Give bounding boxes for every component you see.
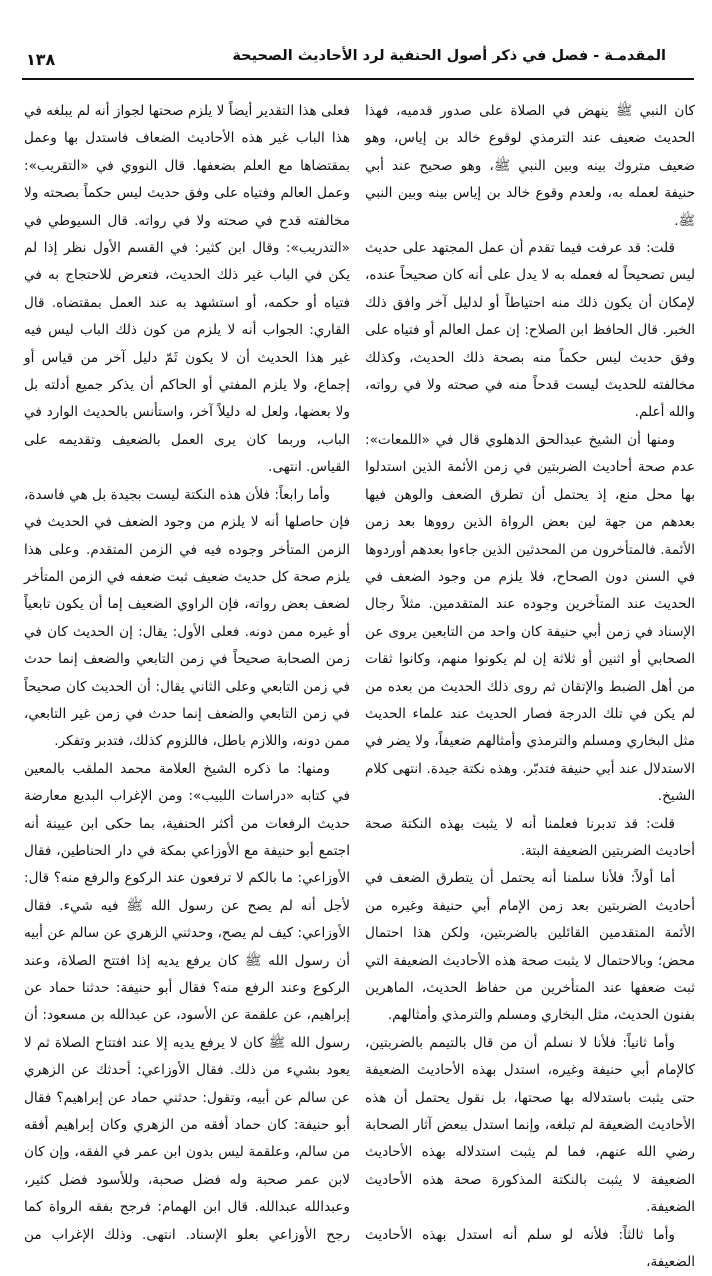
- paragraph: ومنها أن الشيخ عبدالحق الدهلوي قال في «اللمعات»: عدم صحة أحاديث الضربتين في زمن الأئمة الذين استدلوا بها محل منع، إذ يحتمل أن تطرق الضعف والوهن فيها بعدهم من جهة لين بعض الرواة الذين رووها بعد زمن الأئمة. فالمتأخرون من المحدثين الذين جاءوا بعدهم أوردوها في السنن دون الصحاح، فلا يلزم من وجود الضعف في الحديث عند المتأخرين وجوده عند المتقدمين. مثلاً رجال الإسناد في زمن أبي حنيفة كان واحد من التابعين يروى عن الصحابي أو اثنين أو ثلاثة إن لم يكونوا منهم، وكانوا ثقات من أهل الضبط والإتقان ثم روى ذلك الحديث من بعده من لم يكن في تلك الدرجة فصار الحديث عند علماء الحديث مثل البخاري ومسلم والترمذي وأمثالهم ضعيفاً، ولا يضر في الاستدلال عند أبي حنيفة فتدبّر. وهذه نكتة جيدة. انتهى كلام الشيخ.: [365, 431, 695, 805]
- paragraph: فعلى هذا التقدير أيضاً لا يلزم صحتها لجواز أنه لم يبلغه في هذا الباب غير هذه الأحاديث الضعاف فاستدل بها وعمل بمقتضاها مع العلم بضعفها. قال النووي في «التقريب»: وعمل العالم وفتياه على وفق حديث ليس حكماً بصحته ولا مخالفته قدح في صحته ولا في رواته. قال السيوطي في «التدريب»: وقال ابن كثير: في القسم الأول نظر إذا لم يكن في الباب غير ذلك الحديث، فتعرض للاحتجاج به في فتياه أو حكمه، أو استشهد به عند العمل بمقتضاه. قال القاري: الجواب أنه لا يلزم من كون ذلك الباب ليس فيه غير هذا الحديث أن لا يكون ثَمّ دليل آخر من قياس أو إجماع، ولا يلزم المفتي أو الحاكم أن يذكر جميع أدلته بل ولا بعضها، ولعل له دليلاً آخر، واستأنس بالحديث الوارد في الباب، وربما كان يرى العمل بالضعيف وتقديمه على القياس. انتهى.: [24, 103, 350, 476]
- paragraph: وأما ثانياً: فلأنا لا نسلم أن من قال بالتيمم بالضربتين، كالإمام أبي حنيفة وغيره، استدل بهذه الأحاديث الضعيفة حتى يثبت باستدلاله بها صحتها، بل نقول يحتمل أن هذه الأحاديث الضعيفة لم تبلغه، وإنما استدل ببعض آثار الصحابة رضي الله عنهم، فما لم يثبت استدلاله بهذه الأحاديث الضعيفة لا يثبت بالنكتة المذكورة صحة هذه الأحاديث الضعيفة.: [365, 1034, 695, 1216]
- paragraph: قلت: قد عرفت فيما تقدم أن عمل المجتهد على حديث ليس تصحيحاً له فعمله به لا يدل على أنه كان صحيحاً عنده، لإمكان أن يكون ذلك منه احتياطاً أو لدليل آخر وافق ذلك الخبر. قال الحافظ ابن الصلاح: إن عمل العالم أو فتياه على وفق حديث ليس حكماً منه بصحة ذلك الحديث، وكذلك مخالفته للحديث ليست قدحاً منه في صحته ولا في رواته، والله أعلم.: [365, 240, 695, 421]
- paragraph: أما أولاً: فلأنا سلمنا أنه يحتمل أن يتطرق الضعف في أحاديث الضربتين بعد زمن الإمام أبي حنيفة وغيره من الأئمة المتقدمين القائلين بالضربتين، ولكن هذا احتمال محض؛ وبالاحتمال لا يثبت صحة هذه الأحاديث الضعيفة التي ثبت ضعفها عند المتأخرين من حفاظ الحديث، الماهرين بفنون الحديث، مثل البخاري ومسلم والترمذي وأمثالهم.: [365, 870, 695, 1024]
- page-number: ١٣٨: [26, 50, 56, 69]
- right-column: [365, 98, 695, 1276]
- running-title: المقدمـة - فصل في ذكر أصول الحنفية لرد الأحاديث الصحيحة: [232, 48, 666, 64]
- paragraph: ومنها: ما ذكره الشيخ العلامة محمد الملقب بالمعين في كتابه «دراسات اللبيب»: ومن الإغراب البديع معارضة حديث الرفعات من أكثر الحنفية، بما حكى ابن عيينة أنه اجتمع أبو حنيفة مع الأوزاعي بمكة في دار الحناطين، فقال الأوزاعي: ما بالكم لا ترفعون عند الركوع والرفع منه؟ قال: لأجل أنه لم يصح عن رسول الله ﷺ فيه شيء. فقال الأوزاعي: كيف لم يصح، وحدثني الزهري عن سالم عن أبيه أن رسول الله ﷺ كان يرفع يديه إذا افتتح الصلاة، وعند الركوع وعند الرفع منه؟ فقال أبو حنيفة: حدثنا حماد عن إبراهيم، عن علقمة عن الأسود، عن عبدالله بن مسعود: أن رسول الله ﷺ كان لا يرفع يديه إلا عند افتتاح الصلاة ثم لا يعود بشيء من ذلك. فقال الأوزاعي: أحدثك عن الزهري عن سالم عن أبيه، وتقول: حدثني حماد عن إبراهيم؟ فقال أبو حنيفة: كان حماد أفقه من الزهري وكان إبراهيم أفقه من سالم، وعلقمة ليس بدون ابن عمر في الفقه، وإن كان لابن عمر صحبة وله فضل صحبة، وللأسود فضل كثير، وعبدالله عبدالله. قال ابن الهمام: فرجح بفقه الرواة كما رجح الأوزاعي بعلو الإسناد. انتهى. وذلك الإغراب من: [24, 760, 350, 1243]
- paragraph: كان النبي ﷺ ينهض في الصلاة على صدور قدميه، فهذا الحديث ضعيف عند الترمذي لوقوع خالد بن إياس، وهو ضعيف متروك بينه وبين النبي ﷺ، وهو صحيح عند أبي حنيفة لعمله به، ولعدم وقوع خالد بن إياس بينه وبين النبي ﷺ.: [365, 103, 695, 229]
- paragraph: قلت: قد تدبرنا فعلمنا أنه لا يثبت بهذه النكتة صحة أحاديث الضربتين الضعيفة البتة.: [365, 815, 695, 859]
- left-column: [24, 98, 350, 1249]
- paragraph: وأما رابعاً: فلأن هذه النكتة ليست بجيدة بل هي فاسدة، فإن حاصلها أنه لا يلزم من وجود الضعف في الحديث في الزمن المتأخر وجوده فيه في الزمن المتقدم. وعلى هذا يلزم صحة كل حديث ضعيف ثبت ضعفه في الزمن المتأخر لضعف بعض رواته، فإن الراوي الضعيف إما أن يكون تابعياً أو غيره ممن دونه. فعلى الأول: يقال: إن الحديث كان في زمن الصحابة صحيحاً في زمن التابعي والضعف إنما حدث في زمن التابعي وعلى الثاني يقال: أن الحديث كان صحيحاً في زمن التابعي والضعف إنما حدث في زمن غير التابعي، ممن دونه، واللازم باطل، فاللزوم كذلك، فتدبر وتفكر.: [24, 486, 350, 750]
- page-header: [22, 44, 694, 80]
- paragraph: وأما ثالثاً: فلأنه لو سلم أنه استدل بهذه الأحاديث الضعيفة،: [365, 1226, 695, 1271]
